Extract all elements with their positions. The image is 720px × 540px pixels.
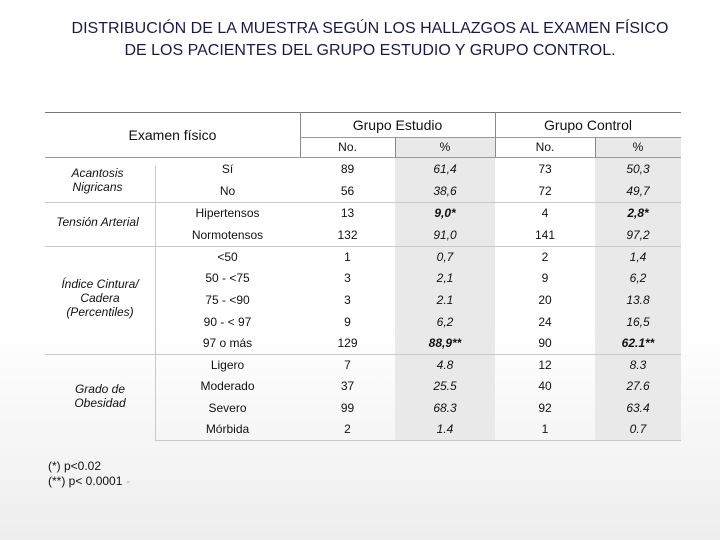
row-divider xyxy=(300,137,681,138)
table-cell: 13 xyxy=(340,205,355,220)
group-grado-obesidad: Grado de Obesidad xyxy=(74,382,126,410)
table-cell: 68.3 xyxy=(395,397,495,418)
group-tension-arterial: Tensión Arterial xyxy=(56,215,139,229)
title-line-1: DISTRIBUCIÓN DE LA MUESTRA SEGÚN LOS HALLAZGOS AL EXAMEN FÍSICO xyxy=(71,20,669,37)
table-cell: 99 xyxy=(340,400,355,415)
table-cell: 25.5 xyxy=(395,375,495,397)
row-label: 97 o más xyxy=(202,336,253,350)
table-cell: 129 xyxy=(337,336,358,350)
row-label: Sí xyxy=(221,161,234,176)
table-cell: 0.7 xyxy=(595,418,681,440)
table-cell: 49,7 xyxy=(595,180,681,202)
row-label: Ligero xyxy=(210,357,245,372)
table-cell: 92 xyxy=(538,400,552,415)
row-label: 75 - <90 xyxy=(205,293,250,307)
row-label: 50 - <75 xyxy=(205,271,250,285)
table-cell: 7 xyxy=(344,357,351,372)
table-cell: 3 xyxy=(344,271,351,285)
header-control-pct: % xyxy=(632,140,644,154)
row-label: <50 xyxy=(217,249,238,264)
table-cell: 37 xyxy=(340,379,355,393)
table-cell: 2,8* xyxy=(595,202,681,223)
row-label: No xyxy=(219,184,236,198)
table-cell: 8.3 xyxy=(595,354,681,375)
row-label: Severo xyxy=(208,400,247,415)
table-cell: 72 xyxy=(538,184,552,198)
table-cell: 1.4 xyxy=(395,418,495,440)
table-cell: 91,0 xyxy=(395,223,495,246)
table-cell: 2,1 xyxy=(395,267,495,289)
table-cell: 50,3 xyxy=(595,157,681,180)
table-cell: 20 xyxy=(538,293,552,307)
table-cell: 141 xyxy=(534,227,556,242)
footnote-2-text: (**) p< 0.0001 xyxy=(48,474,123,488)
title-line-2: DE LOS PACIENTES DEL GRUPO ESTUDIO Y GRUPO CONTROL. xyxy=(124,42,616,59)
table-cell: 40 xyxy=(538,379,552,393)
table-cell: 132 xyxy=(337,227,358,242)
table-cell: 13.8 xyxy=(595,289,681,311)
column-divider xyxy=(595,137,596,157)
table-cell: 63.4 xyxy=(595,397,681,418)
table-cell: 56 xyxy=(340,184,355,198)
row-divider xyxy=(45,112,681,113)
footnotes xyxy=(48,459,130,489)
table-cell: 1 xyxy=(344,249,351,264)
findings-table xyxy=(45,112,681,440)
header-control-no: No. xyxy=(535,140,555,154)
group-indice-cintura: Índice Cintura/ Cadera (Percentiles) xyxy=(61,277,139,319)
table-cell: 6,2 xyxy=(595,267,681,289)
row-divider xyxy=(45,157,681,158)
column-divider xyxy=(495,112,496,157)
header-study-no: No. xyxy=(338,140,357,154)
table-cell: 61,4 xyxy=(395,157,495,180)
header-study-pct: % xyxy=(439,140,451,154)
table-cell: 97,2 xyxy=(595,223,681,246)
group-acantosis: Acantosis Nigricans xyxy=(71,166,124,194)
table-cell: 89 xyxy=(340,161,355,176)
table-cell: 2.1 xyxy=(395,289,495,311)
table-cell: 4.8 xyxy=(395,354,495,375)
table-cell: 73 xyxy=(538,161,552,176)
table-cell: 27.6 xyxy=(595,375,681,397)
column-divider xyxy=(300,112,301,157)
table-cell: 0,7 xyxy=(395,246,495,267)
footnote-dash: - xyxy=(126,474,131,488)
footnote-1: (*) p<0.02 xyxy=(48,459,102,473)
table-cell: 9 xyxy=(541,271,549,285)
table-cell: 88,9** xyxy=(395,332,495,354)
page-title xyxy=(0,18,720,62)
header-exam: Examen físico xyxy=(128,126,217,143)
table-cell: 2 xyxy=(344,422,351,436)
row-label: Normotensos xyxy=(191,227,264,242)
table-cell: 9,0* xyxy=(395,202,495,223)
row-divider xyxy=(155,440,681,441)
row-divider xyxy=(45,202,681,203)
table-cell: 16,5 xyxy=(595,311,681,332)
table-cell: 1 xyxy=(541,422,549,436)
table-cell: 2 xyxy=(541,249,549,264)
column-divider xyxy=(395,137,396,157)
table-cell: 24 xyxy=(538,314,552,329)
table-cell: 6,2 xyxy=(395,311,495,332)
row-divider xyxy=(45,354,681,355)
header-control-group: Grupo Control xyxy=(544,116,632,133)
footnote-2 xyxy=(48,474,130,489)
table-cell: 1,4 xyxy=(595,246,681,267)
row-label: Mórbida xyxy=(205,422,250,436)
table-cell: 4 xyxy=(541,205,549,220)
row-divider xyxy=(45,246,681,247)
header-study-group: Grupo Estudio xyxy=(352,116,443,133)
row-label: Hipertensos xyxy=(195,205,260,220)
row-label: Moderado xyxy=(200,379,255,393)
row-label: 90 - < 97 xyxy=(203,314,252,329)
table-cell: 9 xyxy=(344,314,351,329)
table-cell: 38,6 xyxy=(395,180,495,202)
table-cell: 90 xyxy=(538,336,552,350)
table-cell: 62.1** xyxy=(595,332,681,354)
table-cell: 12 xyxy=(538,357,552,372)
table-cell: 3 xyxy=(344,293,351,307)
